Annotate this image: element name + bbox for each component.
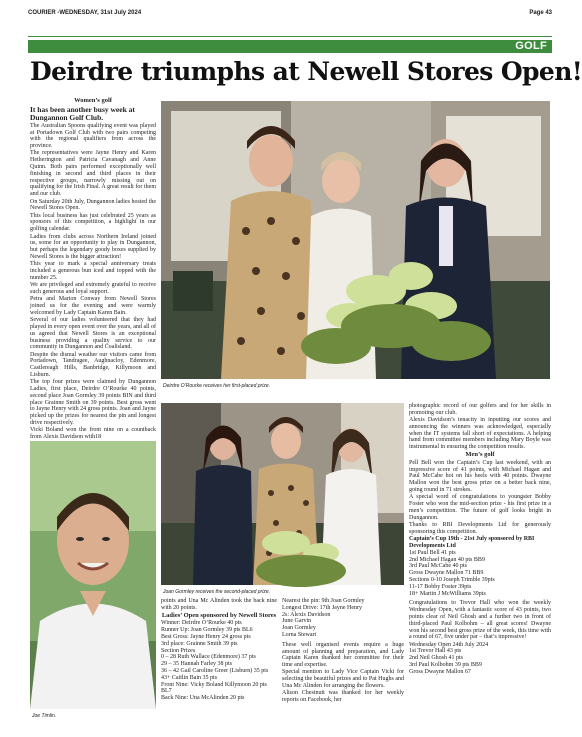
result-line: Gross Dwayne Mallon 67 [409,668,471,675]
paragraph: Petra and Marion Conway from Newell Stores joined us for the evening and were warmly welcomed by Lady Captain Karen Bain. [30,296,156,316]
paragraph: We are privileged and extremely grateful to receive such generous and loyal support. [30,282,156,295]
paragraph: The top four prizes were claimed by Dungannon Ladies, first place, Deirdre O’Rourke 40 points, second place Joan Gormley 39 points BIN and third place Grainne Smith on 39 points. Best gross went to Jayne Henry with 24 gross points. Joan and Jayne picked up the prizes for nearest the pin and longest drive respectively. [30,379,156,427]
article-column-1 [30,97,156,441]
paragraph: Vicki Boland won the front nine on a countback from Alexis Davidson with18 [30,427,156,441]
result-line: 3rd Paul Kolbohm 39 pts BB9 [409,661,482,668]
result-line: 0 – 28 Ruth Wallace (Edenmore) 37 pts [161,654,256,661]
mens-golf-subhead: Men’s golf [465,451,495,459]
paragraph: Alexis Davidson’s tenacity in inputting our scores and announcing the winners was acknowledged, especially when the IT systems fall short of expectations. A helping hand from committee members including Mary Boyle was instrumental in ensuring the competition results. [409,417,551,451]
article-column-3 [282,598,404,708]
paragraph: A special word of congratulations to youngster Bobby Foster who won the mid-section prize - his first prize in a men’s competition. The future of golf looks bright in Dungannon. [409,494,551,521]
paragraph: The Australian Spoons qualifying event was played at Portadown Golf Club with two pairs competing with the regional qualifiers from across the province. [30,122,156,150]
result-line: Gross Dwayne Mallon 71 BB9 [409,570,484,577]
paragraph: Ladies from clubs across Northern Ireland joined us, some for an opportunity to play in Dungannon, but perhaps the legendary goody boxes supplied by Newell Stores is the bigger attraction! [30,233,156,260]
article-column-4 [409,403,551,708]
lede: It has been another busy week at Dungannon Golf Club. [30,104,135,122]
results-subhead: Ladies’ Open sponsored by Newell Stores [161,611,277,619]
result-line: June Garvin [282,618,312,625]
result-line: 3rd Paul McCabe 40 pts [409,563,467,570]
page-number: Page 43 [529,10,552,16]
result-line: Back Nine: Una McAlinden 20 pts [161,695,245,702]
result-line: 43+ Caitlin Bain 35 pts [161,674,218,681]
result-line: Front Nine: Vicky Boland Killymoon 20 pts BL7 [161,681,267,695]
paragraph: The representatives were Jayne Henry and Karen Hetherington and Patricia Cavanagh and Anne Quinn. Both pairs performed exceptionally well finishing in second and third places in their respective groups, narrowly missing out on qualifying for the Irish Final. A great result for them and our club. [30,150,156,198]
caption-second-prize: Joan Gormley receives the second-placed prize. [163,589,270,595]
caption-first-prize: Deirdre O’Rourke receives her first-placed prize. [163,383,270,389]
result-line: 3rd place: Grainne Smith 39 pts [161,640,238,647]
issue-date: COURIER -WEDNESDAY, 31st July 2024 [28,10,142,16]
result-line: 1st Trevor Hall 43 pts [409,648,462,655]
paragraph: This year to mark a special anniversary treats included a generous bun iced and topped with the number 25. [30,261,156,281]
paragraph: Alison Chestnutt was thanked for her weekly reports on Facebook, her [282,690,404,704]
result-line: Runner Up: Joan Gormley 39 pts BL6 [161,627,253,634]
result-line: Section Prizes [161,647,196,654]
photo-first-prize [161,101,550,379]
result-line: Lorna Stewart [282,631,317,638]
masthead-rule [28,36,552,37]
masthead [28,8,552,22]
result-line: 1st Paul Bell 41 pts [409,549,456,556]
paragraph: photographic record of our golfers and for her skills in promoting our club. [409,403,551,416]
paragraph: On Saturday 20th July, Dungannon ladies hosted the Newell Stores Open. [30,198,156,212]
photo-second-prize [161,403,404,585]
photo-joe-timlin-image [30,441,156,709]
paragraph: Thanks to RBI Developments Ltd for generously sponsoring this competition. [409,522,551,535]
result-line: 18+ Martin J McWilliams 39pts [409,590,486,597]
result-line: 11-17 Bobby Foster 39pts [409,583,472,590]
photo-first-prize-image [161,101,550,379]
result-line: 2s: Alexis Davidson [282,611,331,618]
result-line: 29 – 35 Hannah Farley 38 pts [161,661,232,668]
paragraph: Several of our ladies volunteered that they had played in every open event over the years, and all of us agreed that Newell Stores is an exceptional business providing a quality service to our community in Dungannon and Coalisland. [30,317,156,351]
result-line: 2nd Michael Hagan 40 pts BB9 [409,556,485,563]
section-label: GOLF [515,40,547,52]
article-column-2 [161,598,277,708]
result-line: Best Gross: Jayne Henry 24 gross pts [161,633,251,640]
paragraph: points and Una Mc Alinden took the back nine with 20 points. [161,598,277,611]
paragraph: This local business has just celebrated 25 years as sponsors of this competition, a highlight in our golfing calendar. [30,212,156,233]
paragraph: Congratulations to Trevor Hall who won the weekly Wednesday Open, with a fantastic score of 43 points, two points clear of Neil Ghosh and a further two in front of third-placed Paul Kolbohm – all great scores! Dwayne won his second best gross prize of the week, this time with a round of 67, five under par – that’s impressive! [409,600,551,641]
result-line: Sections 0-10 Joseph Trimble 39pts [409,576,495,583]
paragraph: Pell Bell won the Captain’s Cup last weekend, with an impressive score of 41 points, with Michael Hagan and Paul McCabe hot on his heels with 40 points. Dwayne Mallon won the best gross prize on a better back nine, going round in 71 strokes. [409,459,551,494]
section-bar [28,40,552,53]
result-line: Longest Drive: 17th Jayne Henry [282,604,362,611]
photo-second-prize-image [161,403,404,585]
captains-cup-subhead: Captain’s Cup 19th - 21st July sponsored by RBI Developments Ltd [409,536,535,549]
result-line: Joan Gormley [282,625,316,632]
paragraph: Special mention to Lady Vice Captain Vicki for selecting the beautiful prizes and to Pat Hughs and Una Mc Alinden for arranging the flowers. [282,669,404,690]
result-line: 2nd Neil Ghosh 41 pts [409,655,463,662]
headline: Deirdre triumphs at Newell Stores Open! [30,57,582,86]
result-line: Winner: Deirdre O’Rourke 40 pts [161,620,242,627]
result-line: Wednesday Open 24th July 2024 [409,641,489,648]
result-line: 36 – 42 Gail Caroline Greer (Lisburn) 35 pts [161,667,269,674]
womens-golf-kicker: Women’s golf [74,97,112,104]
paragraph: Despite the dismal weather our visitors came from Portadown, Tandragee, Aughnacloy, Edenmore, Castlereagh Hills, Banbridge, Killymoon and Lisburn. [30,351,156,378]
caption-joe-timlin: Joe Timlin. [32,713,57,719]
photo-joe-timlin [30,441,156,709]
paragraph: These well organised events require a huge amount of planning and preparation, and Lady Captain Karen thanked her committee for their time and expertise. [282,641,404,669]
result-line: Nearest the pin: 9th Joan Gormley [282,598,365,604]
